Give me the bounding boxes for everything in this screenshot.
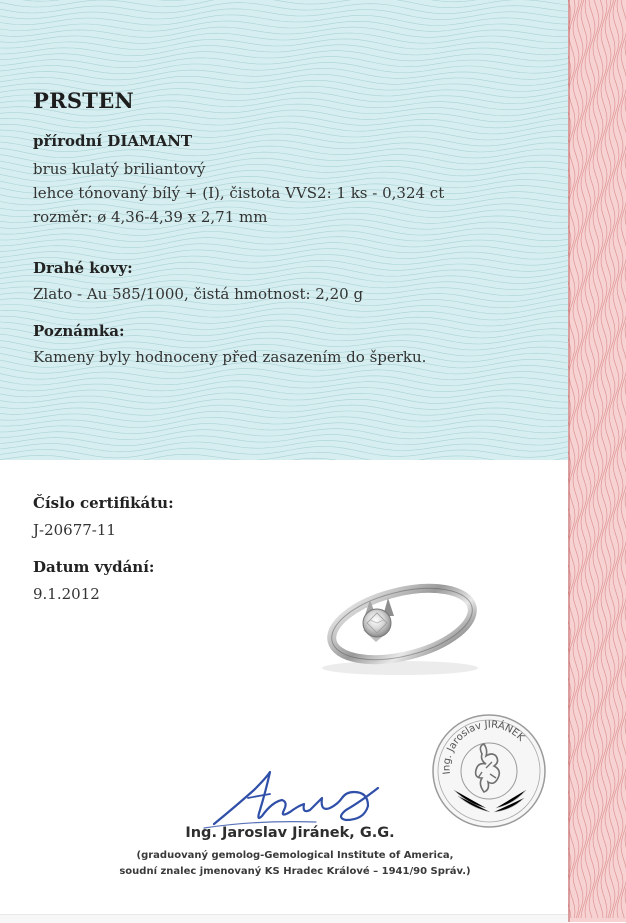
ring-image	[284, 532, 510, 688]
issue-date-value: 9.1.2012	[33, 585, 100, 603]
item-title: PRSTEN	[33, 88, 135, 113]
guilloche-pattern	[0, 0, 568, 460]
metals-value: Zlato - Au 585/1000, čistá hmotnost: 2,20 g	[33, 285, 364, 303]
guilloche-background	[0, 0, 568, 460]
border-pattern	[568, 0, 626, 922]
ring-photo	[284, 532, 510, 688]
signatory-credentials: (graduovaný gemolog-Gemological Institute of America,	[136, 850, 454, 861]
stone-heading: přírodní DIAMANT	[33, 132, 193, 150]
security-border	[568, 0, 626, 922]
issue-date-label: Datum vydání:	[33, 558, 155, 576]
certificate-number-value: J-20677-11	[33, 521, 116, 539]
certificate-number-label: Číslo certifikátu:	[33, 494, 174, 512]
notary-seal	[430, 712, 548, 830]
stone-dimensions: rozměr: ø 4,36-4,39 x 2,71 mm	[33, 208, 268, 226]
note-heading: Poznámka:	[33, 322, 125, 340]
signatory-appointment: soudní znalec jmenovaný KS Hradec Králové – 1941/90 Správ.)	[119, 866, 471, 877]
handwritten-signature	[196, 762, 406, 834]
stone-quality: lehce tónovaný bílý + (I), čistota VVS2: 1 ks - 0,324 ct	[33, 184, 445, 202]
signatory-name: Ing. Jaroslav Jiránek, G.G.	[185, 825, 395, 841]
metals-heading: Drahé kovy:	[33, 259, 133, 277]
seal-text: Ing. Jaroslav JIRÁNEK	[441, 719, 527, 775]
stone-cut: brus kulatý briliantový	[33, 160, 206, 178]
note-value: Kameny byly hodnoceny před zasazením do šperku.	[33, 348, 427, 366]
